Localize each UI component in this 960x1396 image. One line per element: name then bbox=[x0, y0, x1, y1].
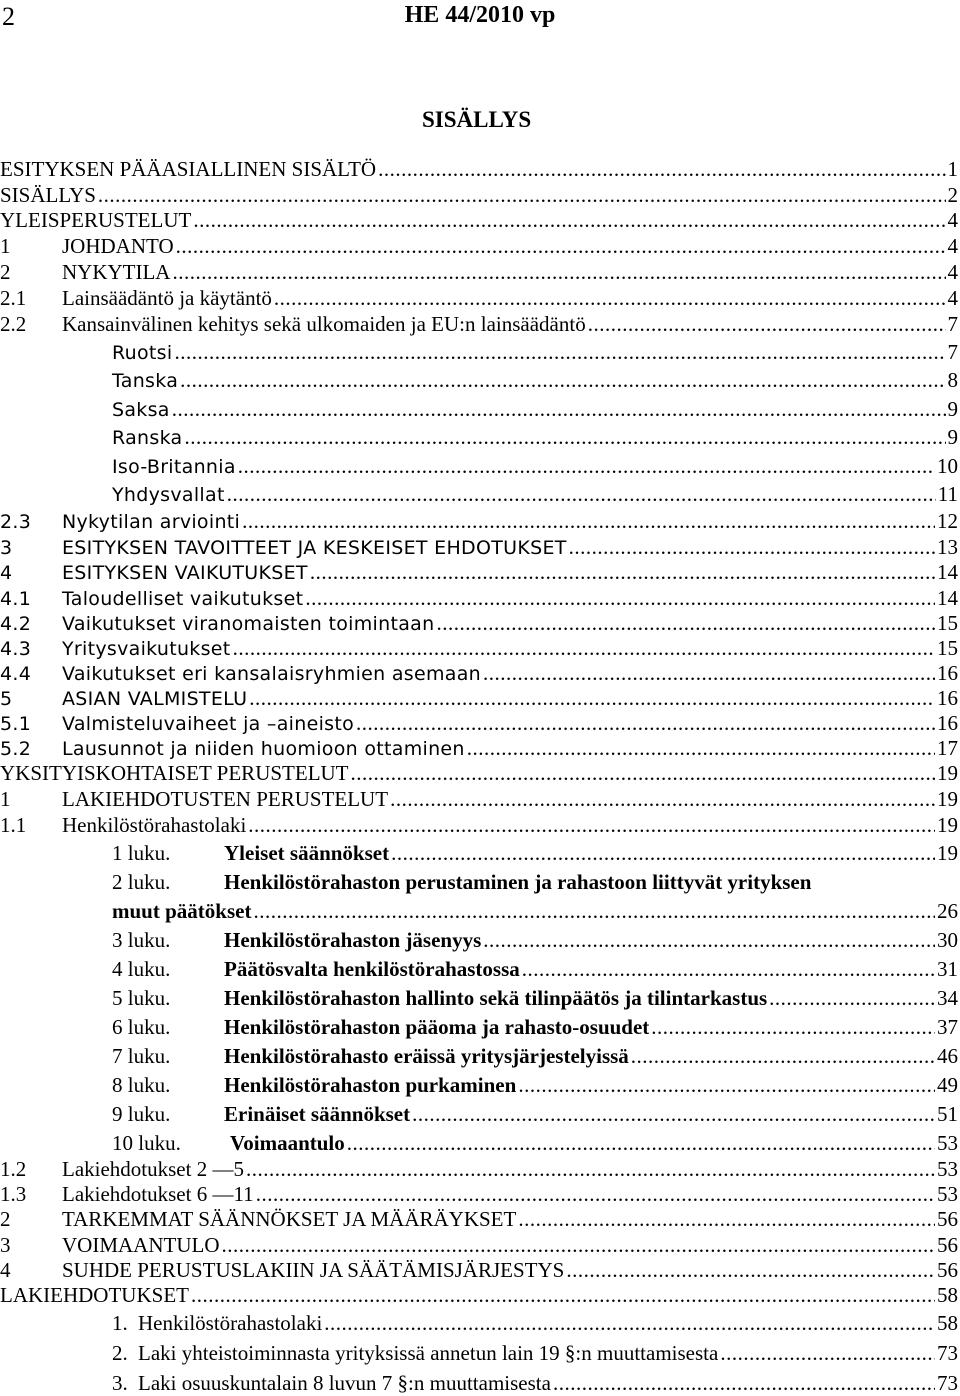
toc-entry-title: Vaikutukset eri kansalaisryhmien asemaan bbox=[62, 663, 482, 685]
toc-entry-number: 3 bbox=[0, 1233, 11, 1257]
toc-entry-title: Henkilöstörahasto eräissä yritysjärjestelyissä bbox=[224, 1044, 629, 1068]
dot-leader bbox=[176, 233, 946, 259]
dot-leader bbox=[305, 585, 935, 611]
toc-entry bbox=[112, 1370, 958, 1396]
toc-entry-title: YLEISPERUSTELUT bbox=[0, 208, 192, 232]
toc-entry-page: 34 bbox=[937, 986, 958, 1010]
toc-entry-page: 14 bbox=[937, 586, 958, 610]
toc-entry-title: Ruotsi bbox=[112, 342, 173, 364]
dot-leader bbox=[356, 710, 935, 736]
toc-entry-number: 2 bbox=[0, 260, 11, 284]
toc-entry-number: 1 luku. bbox=[112, 841, 171, 865]
dot-leader bbox=[390, 786, 935, 812]
toc-entry-title: Vaikutukset viranomaisten toimintaan bbox=[62, 613, 435, 635]
toc-entry bbox=[0, 660, 958, 687]
toc-entry-page: 53 bbox=[937, 1182, 958, 1206]
toc-entry-title: YKSITYISKOHTAISET PERUSTELUT bbox=[0, 761, 349, 785]
dot-leader bbox=[191, 1282, 935, 1308]
dot-leader bbox=[184, 424, 945, 450]
toc-entry-title: LAKIEHDOTUKSET bbox=[0, 1283, 189, 1307]
dot-leader bbox=[221, 1232, 935, 1258]
toc-entry bbox=[0, 710, 958, 737]
toc-entry-title: Kansainvälinen kehitys sekä ulkomaiden ja EU:n lainsäädäntö bbox=[62, 312, 586, 336]
toc-entry-title: Henkilöstörahaston jäsenyys bbox=[224, 928, 482, 952]
toc-entry-title: Päätösvalta henkilöstörahastossa bbox=[224, 957, 520, 981]
toc-entry-number: 6 luku. bbox=[112, 1015, 171, 1039]
page-number: 2 bbox=[2, 2, 15, 31]
toc-entry-title: SUHDE PERUSTUSLAKIIN JA SÄÄTÄMISJÄRJESTYS bbox=[62, 1258, 565, 1282]
toc-entry bbox=[0, 1156, 958, 1182]
toc-entry-title: SISÄLLYS bbox=[0, 183, 96, 207]
dot-leader bbox=[98, 182, 946, 208]
toc-entry bbox=[112, 1072, 958, 1098]
toc-entry-page: 13 bbox=[937, 535, 958, 559]
toc-entry-page: 15 bbox=[937, 636, 958, 660]
toc-entry-page: 51 bbox=[937, 1102, 958, 1126]
toc-entry-title: Henkilöstörahastolaki bbox=[138, 1311, 323, 1335]
toc-entry-page: 19 bbox=[937, 813, 958, 837]
toc-entry-title: Lainsäädäntö ja käytäntö bbox=[62, 286, 272, 310]
toc-entry-page: 19 bbox=[937, 761, 958, 785]
toc-entry-page: 58 bbox=[937, 1311, 958, 1335]
toc-entry bbox=[0, 534, 958, 561]
toc-entry-number: 1. bbox=[112, 1311, 128, 1335]
toc-entry bbox=[0, 585, 958, 612]
toc-entry bbox=[112, 1340, 958, 1366]
toc-entry bbox=[112, 424, 958, 451]
toc-entry-number: 2.3 bbox=[0, 511, 32, 533]
toc-entry bbox=[0, 156, 958, 182]
dot-leader bbox=[253, 898, 935, 924]
dot-leader bbox=[483, 660, 935, 686]
toc-entry-title: Ranska bbox=[112, 427, 183, 449]
toc-entry-page: 15 bbox=[937, 611, 958, 635]
toc-entry-page: 53 bbox=[937, 1131, 958, 1155]
dot-leader bbox=[227, 481, 936, 507]
toc-entry-number: 2 bbox=[0, 1207, 11, 1231]
toc-entry-title: Iso-Britannia bbox=[112, 456, 236, 478]
dot-leader bbox=[720, 1340, 935, 1366]
dot-leader bbox=[351, 760, 935, 786]
toc-entry-title: Erinäiset säännökset bbox=[224, 1102, 411, 1126]
toc-entry-title: Yhdysvallat bbox=[112, 484, 225, 506]
toc-entry bbox=[0, 1232, 958, 1258]
toc-entry-title-continued: muut päätökset bbox=[112, 899, 252, 923]
document-id: HE 44/2010 vp bbox=[404, 2, 556, 28]
toc-entry-title: Valmisteluvaiheet ja –aineisto bbox=[62, 713, 355, 735]
toc-entry-page: 7 bbox=[947, 312, 958, 336]
toc-entry bbox=[0, 735, 958, 762]
dot-leader bbox=[246, 1156, 935, 1182]
toc-entry-title: Yritysvaikutukset bbox=[62, 638, 231, 660]
toc-entry-number: 1.2 bbox=[0, 1157, 27, 1181]
toc-entry bbox=[0, 760, 958, 786]
toc-entry bbox=[112, 367, 958, 394]
dot-leader bbox=[467, 735, 935, 761]
toc-entry-number: 3 bbox=[0, 537, 13, 559]
toc-entry-title: LAKIEHDOTUSTEN PERUSTELUT bbox=[62, 787, 389, 811]
dot-leader bbox=[249, 685, 935, 711]
toc-entry-page: 53 bbox=[937, 1157, 958, 1181]
dot-leader bbox=[256, 1181, 935, 1207]
toc-entry-number: 9 luku. bbox=[112, 1102, 171, 1126]
toc-entry bbox=[0, 610, 958, 637]
toc-entry bbox=[112, 396, 958, 423]
toc-entry bbox=[112, 453, 958, 480]
toc-entry bbox=[0, 182, 958, 208]
dot-leader bbox=[274, 285, 946, 311]
dot-leader bbox=[483, 927, 935, 953]
toc-entry-page: 16 bbox=[937, 661, 958, 685]
toc-entry-continuation bbox=[112, 898, 958, 924]
toc-entry-page: 26 bbox=[937, 899, 958, 923]
toc-entry-page: 16 bbox=[937, 711, 958, 735]
toc-entry-page: 4 bbox=[947, 260, 958, 284]
toc-entry-number: 2 luku. bbox=[112, 870, 171, 894]
toc-entry-number: 5 luku. bbox=[112, 986, 171, 1010]
dot-leader bbox=[631, 1043, 935, 1069]
toc-entry-number: 4 bbox=[0, 562, 13, 584]
dot-leader bbox=[180, 367, 945, 393]
toc-entry-page: 19 bbox=[937, 787, 958, 811]
dot-leader bbox=[310, 559, 935, 585]
toc-entry-title: NYKYTILA bbox=[62, 260, 171, 284]
dot-leader bbox=[324, 1310, 935, 1336]
toc-entry bbox=[0, 812, 958, 838]
toc-entry bbox=[112, 869, 958, 895]
toc-entry bbox=[0, 786, 958, 812]
toc-entry-page: 2 bbox=[947, 183, 958, 207]
toc-entry-number: 5.2 bbox=[0, 738, 32, 760]
dot-leader bbox=[193, 207, 945, 233]
dot-leader bbox=[566, 1257, 935, 1283]
dot-leader bbox=[238, 453, 935, 479]
toc-entry-title: Henkilöstörahastolaki bbox=[62, 813, 247, 837]
toc-entry-title: ESITYKSEN TAVOITTEET JA KESKEISET EHDOTUKSET bbox=[62, 537, 567, 559]
toc-entry-title: Laki osuuskuntalain 8 luvun 7 §:n muuttamisesta bbox=[138, 1371, 551, 1395]
dot-leader bbox=[553, 1370, 935, 1396]
toc-entry-title: JOHDANTO bbox=[62, 234, 174, 258]
toc-entry-page: 4 bbox=[947, 234, 958, 258]
dot-leader bbox=[174, 339, 945, 365]
toc-entry-page: 30 bbox=[937, 928, 958, 952]
toc-entry-number: 7 luku. bbox=[112, 1044, 171, 1068]
dot-leader bbox=[347, 1130, 935, 1156]
toc-entry bbox=[112, 1043, 958, 1069]
toc-entry-number: 4.3 bbox=[0, 638, 32, 660]
toc-entry-page: 73 bbox=[937, 1341, 958, 1365]
toc-entry-title: Yleiset säännökset bbox=[224, 841, 390, 865]
toc-entry-page: 49 bbox=[937, 1073, 958, 1097]
toc-entry-title: Henkilöstörahaston hallinto sekä tilinpäätös ja tilintarkastus bbox=[224, 986, 768, 1010]
toc-entry-number: 4 bbox=[0, 1258, 11, 1282]
toc-entry bbox=[0, 259, 958, 285]
toc-entry bbox=[112, 481, 958, 508]
toc-entry-number: 2.2 bbox=[0, 312, 27, 336]
toc-entry bbox=[112, 1130, 958, 1156]
toc-entry-number: 3 luku. bbox=[112, 928, 171, 952]
dot-leader bbox=[172, 396, 946, 422]
toc-entry-page: 8 bbox=[947, 368, 958, 392]
toc-entry-page: 14 bbox=[937, 560, 958, 584]
toc-entry-title: Saksa bbox=[112, 399, 170, 421]
toc-heading-text: SISÄLLYS bbox=[422, 107, 532, 132]
toc-entry bbox=[0, 1181, 958, 1207]
toc-entry-title: ESITYKSEN VAIKUTUKSET bbox=[62, 562, 308, 584]
toc-entry-page: 19 bbox=[937, 841, 958, 865]
toc-entry-title: Laki yhteistoiminnasta yrityksissä annetun lain 19 §:n muuttamisesta bbox=[138, 1341, 719, 1365]
toc-entry-page: 31 bbox=[937, 957, 958, 981]
toc-entry-number: 1.1 bbox=[0, 813, 27, 837]
toc-entry-page: 58 bbox=[937, 1283, 958, 1307]
dot-leader bbox=[518, 1072, 935, 1098]
toc-entry-page: 56 bbox=[937, 1207, 958, 1231]
toc-entry bbox=[112, 927, 958, 953]
toc-entry bbox=[0, 233, 958, 259]
toc-entry-page: 46 bbox=[937, 1044, 958, 1068]
toc-entry bbox=[0, 311, 958, 337]
toc-entry-number: 1 bbox=[0, 234, 11, 258]
toc-entry-title: Henkilöstörahaston purkaminen bbox=[224, 1073, 517, 1097]
toc-entry-page: 11 bbox=[937, 482, 958, 506]
toc-entry-number: 4.1 bbox=[0, 588, 32, 610]
toc-entry-number: 8 luku. bbox=[112, 1073, 171, 1097]
toc-entry-title: VOIMAANTULO bbox=[62, 1233, 220, 1257]
toc-entry bbox=[112, 840, 958, 866]
toc-entry-page: 9 bbox=[947, 425, 958, 449]
toc-entry bbox=[0, 285, 958, 311]
toc-entry bbox=[112, 1101, 958, 1127]
toc-entry-number: 4.4 bbox=[0, 663, 32, 685]
toc-entry-page: 73 bbox=[937, 1371, 958, 1395]
toc-entry bbox=[112, 956, 958, 982]
toc-entry-page: 37 bbox=[937, 1015, 958, 1039]
dot-leader bbox=[518, 1206, 935, 1232]
dot-leader bbox=[522, 956, 935, 982]
toc-entry-title: Lakiehdotukset 6 —11 bbox=[62, 1182, 254, 1206]
toc-entry bbox=[0, 635, 958, 662]
toc-entry-page: 56 bbox=[937, 1258, 958, 1282]
dot-leader bbox=[769, 985, 935, 1011]
toc-entry-page: 9 bbox=[947, 397, 958, 421]
toc-entry-number: 2. bbox=[112, 1341, 128, 1365]
toc-entry-title: Nykytilan arviointi bbox=[62, 511, 241, 533]
toc-entry bbox=[112, 1310, 958, 1336]
dot-leader bbox=[172, 259, 945, 285]
dot-leader bbox=[242, 508, 935, 534]
toc-entry-number: 3. bbox=[112, 1371, 128, 1395]
dot-leader bbox=[233, 635, 935, 661]
toc-entry-title: Voimaantulo bbox=[230, 1131, 345, 1155]
toc-entry bbox=[112, 1014, 958, 1040]
dot-leader bbox=[436, 610, 935, 636]
toc-entry-page: 56 bbox=[937, 1233, 958, 1257]
toc-entry bbox=[112, 339, 958, 366]
toc-entry bbox=[0, 508, 958, 535]
toc-entry-number: 1 bbox=[0, 787, 11, 811]
toc-entry bbox=[0, 1257, 958, 1283]
toc-entry-number: 10 luku. bbox=[112, 1131, 181, 1155]
toc-entry-title: Henkilöstörahaston pääoma ja rahasto-osuudet bbox=[224, 1015, 650, 1039]
toc-entry bbox=[112, 985, 958, 1011]
toc-entry-title: ASIAN VALMISTELU bbox=[62, 688, 248, 710]
dot-leader bbox=[569, 534, 935, 560]
toc-entry-title: Taloudelliset vaikutukset bbox=[62, 588, 304, 610]
dot-leader bbox=[391, 840, 935, 866]
toc-entry-number: 1.3 bbox=[0, 1182, 27, 1206]
toc-entry-page: 10 bbox=[937, 454, 958, 478]
toc-entry-title: Lakiehdotukset 2 —5 bbox=[62, 1157, 244, 1181]
dot-leader bbox=[412, 1101, 935, 1127]
toc-entry-title: TARKEMMAT SÄÄNNÖKSET JA MÄÄRÄYKSET bbox=[62, 1207, 517, 1231]
dot-leader bbox=[588, 311, 946, 337]
toc-entry-title: ESITYKSEN PÄÄASIALLINEN SISÄLTÖ bbox=[0, 157, 377, 181]
toc-entry bbox=[0, 207, 958, 233]
toc-entry-title: Henkilöstörahaston perustaminen ja rahastoon liittyvät yrityksen bbox=[224, 870, 812, 894]
toc-entry-title: Tanska bbox=[112, 370, 179, 392]
toc-entry bbox=[0, 1206, 958, 1232]
toc-entry-page: 1 bbox=[947, 157, 958, 181]
toc-entry-title: Lausunnot ja niiden huomioon ottaminen bbox=[62, 738, 465, 760]
toc-entry-page: 4 bbox=[947, 286, 958, 310]
toc-entry-number: 4 luku. bbox=[112, 957, 171, 981]
toc-entry-page: 17 bbox=[937, 736, 958, 760]
toc-entry-number: 5.1 bbox=[0, 713, 32, 735]
dot-leader bbox=[248, 812, 935, 838]
toc-entry-page: 7 bbox=[947, 340, 958, 364]
toc-entry-page: 16 bbox=[937, 686, 958, 710]
dot-leader bbox=[651, 1014, 935, 1040]
toc-entry-number: 4.2 bbox=[0, 613, 32, 635]
toc-entry bbox=[0, 559, 958, 586]
toc-entry-number: 5 bbox=[0, 688, 13, 710]
toc-entry bbox=[0, 1282, 958, 1308]
dot-leader bbox=[378, 156, 945, 182]
toc-entry-page: 4 bbox=[947, 208, 958, 232]
toc-entry-number: 2.1 bbox=[0, 286, 27, 310]
toc-entry-page: 12 bbox=[937, 509, 958, 533]
toc-entry bbox=[0, 685, 958, 712]
